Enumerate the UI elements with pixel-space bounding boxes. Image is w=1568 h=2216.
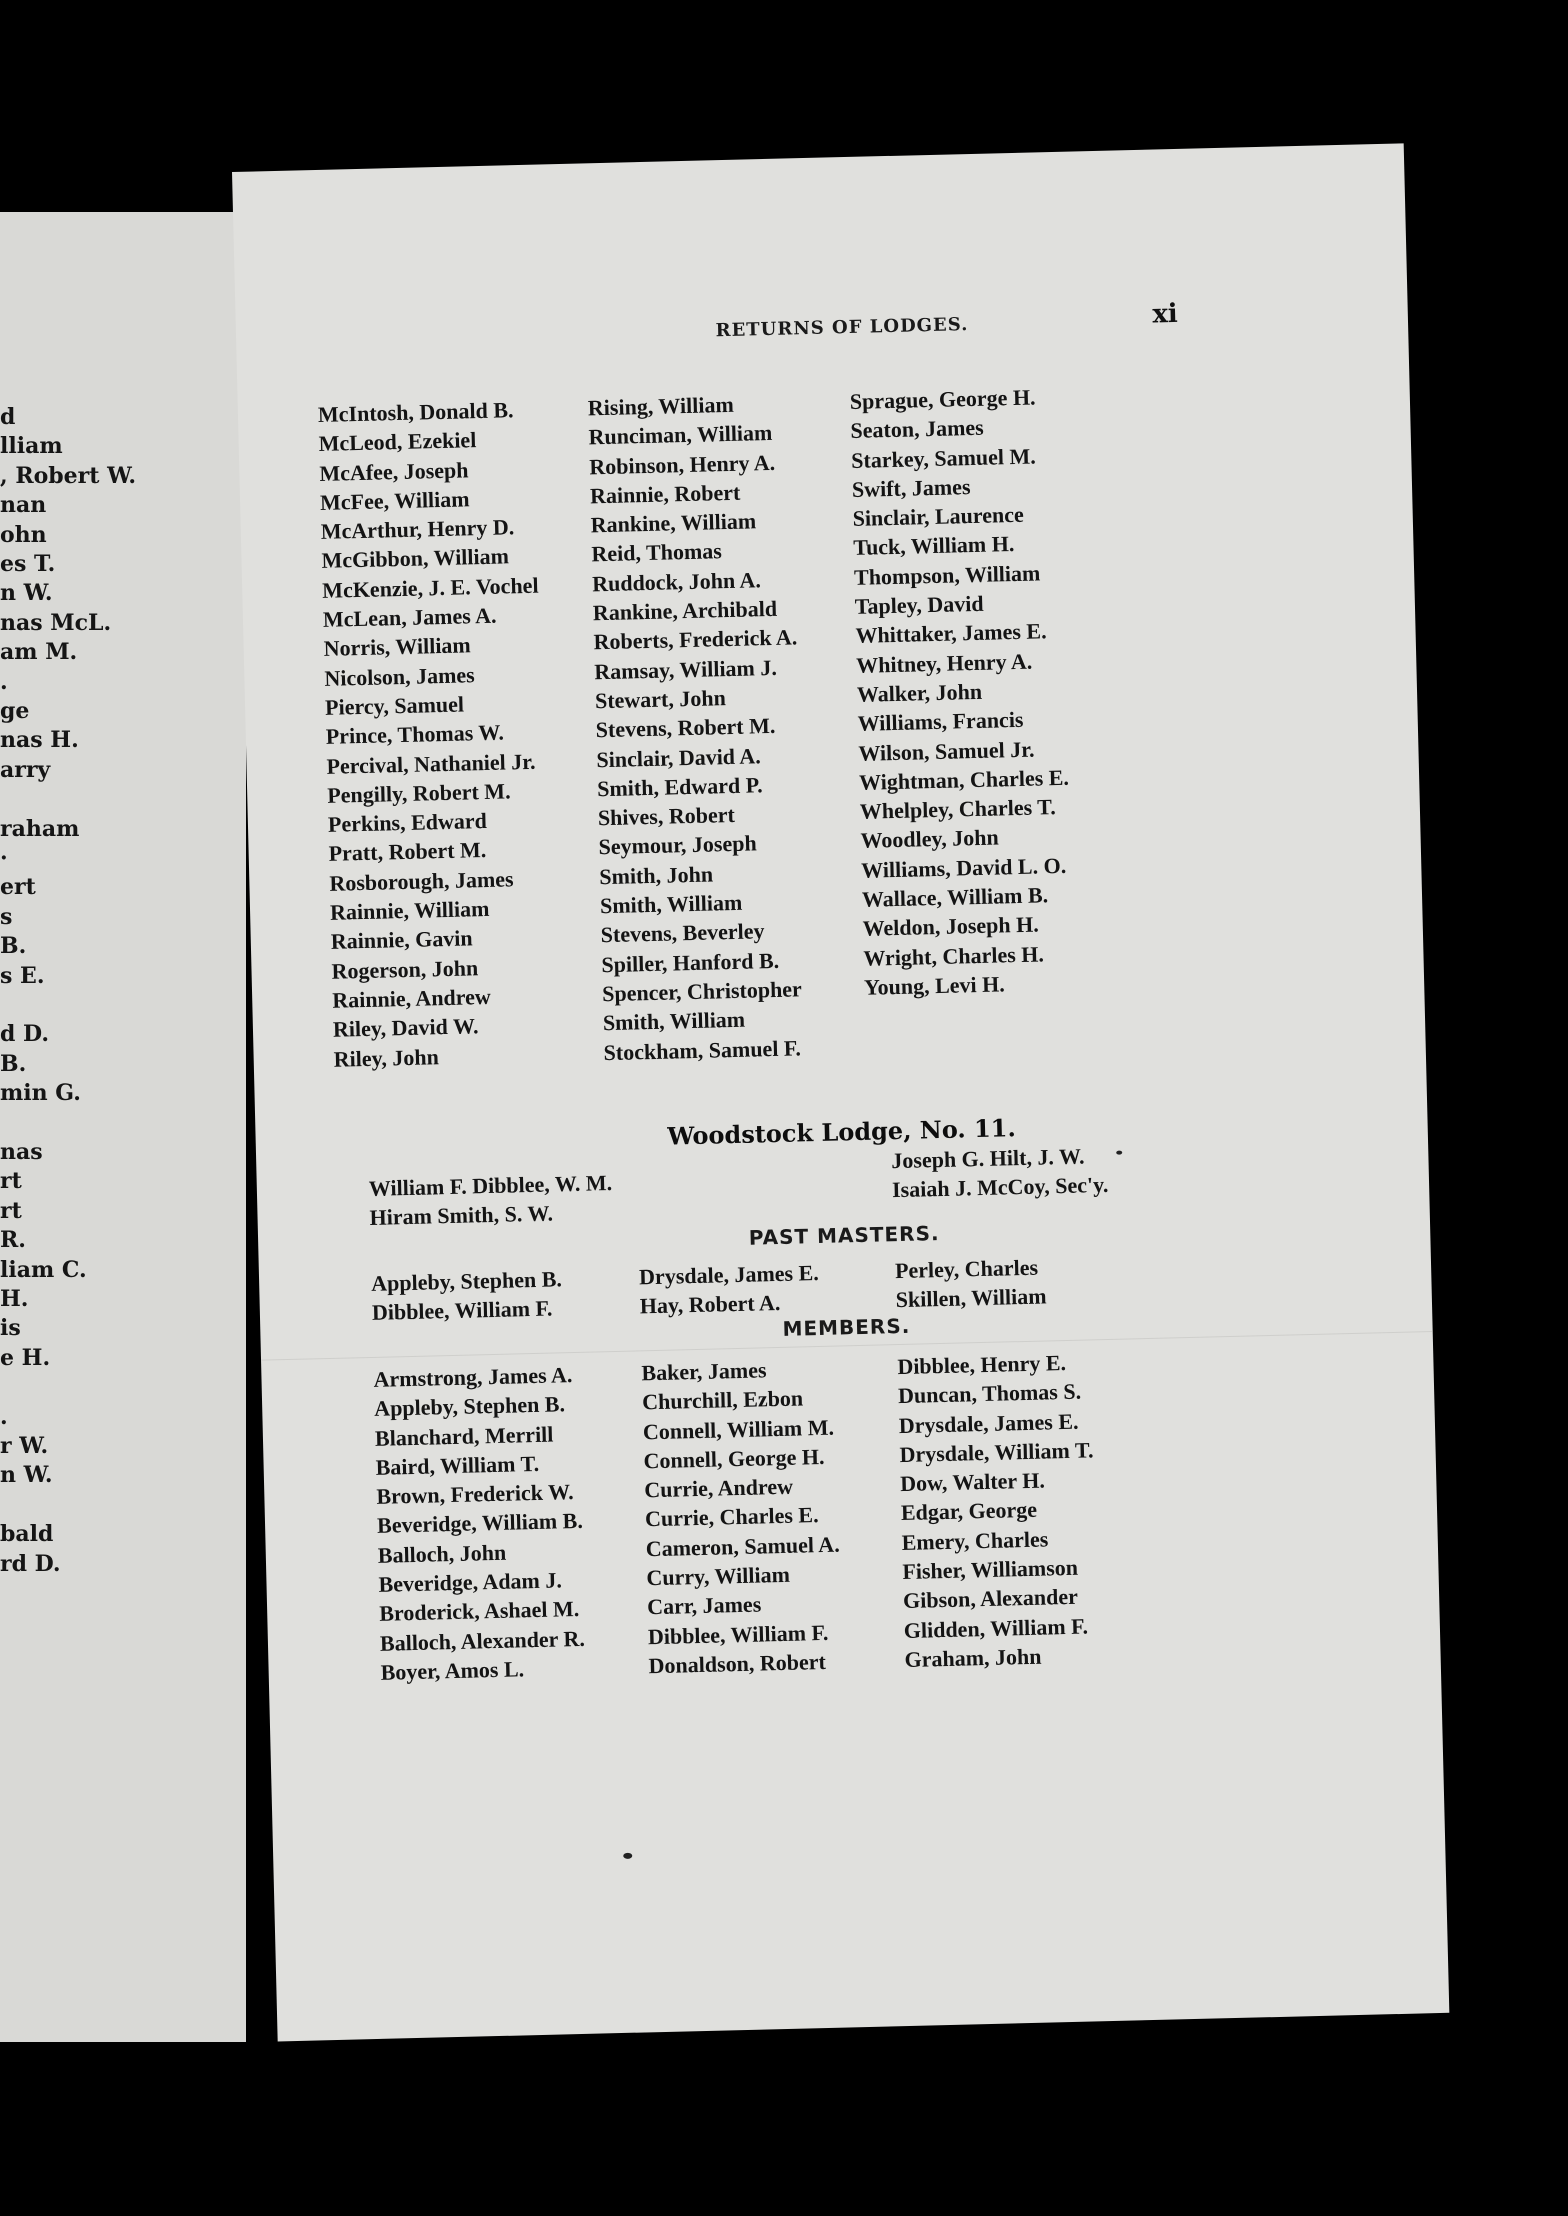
member-name: Starkey, Samuel M. [850,443,1037,473]
member-name: Seymour, Joseph [598,830,757,860]
officer-entry: Joseph G. Hilt, J. W. [891,1143,1085,1174]
left-page-text-fragment: n W. [0,580,53,607]
member-name: Runciman, William [588,420,773,450]
left-page-text-fragment: nas H. [0,727,79,754]
page-number: xi [1152,298,1179,330]
member-name: McLean, James A. [322,602,497,632]
member-name: Rising, William [587,391,735,421]
member-name: Carr, James [646,1591,762,1620]
member-name: Fisher, Williamson [902,1554,1079,1585]
left-page-text-fragment: ert [0,874,36,901]
member-name: Thompson, William [853,560,1041,590]
member-name: Rainnie, Andrew [331,983,492,1013]
left-page-text-fragment: ge [0,698,30,724]
ink-speck [1116,1151,1122,1155]
left-page-text-fragment: . [0,668,8,695]
left-page-text-fragment: n W. [0,1462,53,1489]
member-name: Wallace, William B. [861,882,1049,912]
member-name: Blanchard, Merrill [374,1421,554,1451]
left-page-text-fragment: liam C. [0,1256,87,1283]
member-name: Duncan, Thomas S. [897,1378,1082,1409]
left-page-text-fragment: H. [0,1286,29,1312]
member-name: Balloch, John [377,1539,507,1568]
member-name: Smith, William [599,889,743,919]
officers-left [369,1168,614,1233]
officers-right [891,1141,1109,1205]
member-name: Balloch, Alexander R. [379,1625,586,1656]
lodge-title: Woodstock Lodge, No. 11. [667,1113,1017,1151]
left-page-text-fragment: bald [0,1521,54,1548]
previous-lodge-column-3 [849,382,1074,1002]
past-master-name: Dibblee, William F. [371,1295,553,1326]
left-page-text-fragment: nan [0,492,47,519]
left-page-text-fragment: es T. [0,551,56,577]
member-name: Whitney, Henry A. [855,648,1033,678]
member-name: McGibbon, William [321,543,510,574]
member-name: Tuck, William H. [853,531,1015,561]
member-name: Rainnie, William [329,895,490,925]
member-name: Baker, James [641,1357,767,1386]
member-name: Churchill, Ezbon [641,1385,804,1415]
member-name: Emery, Charles [901,1526,1049,1555]
left-page-text-fragment: ohn [0,521,47,548]
member-name: Rainnie, Gavin [330,925,473,955]
past-masters-heading: PAST MASTERS. [748,1221,940,1250]
member-name: Williams, Francis [857,707,1024,737]
previous-lodge-column-2 [588,388,808,1067]
members-heading: MEMBERS. [782,1313,911,1341]
member-name: Armstrong, James A. [373,1362,573,1392]
member-name: Roberts, Frederick A. [593,624,798,655]
member-name: Perkins, Edward [327,808,488,838]
member-name: Ruddock, John A. [591,566,762,597]
left-page-text-fragment: s [0,903,13,930]
left-page-text-fragment: B. [0,1050,27,1077]
member-name: Rainnie, Robert [589,479,741,509]
member-name: Sprague, George H. [849,384,1036,414]
left-page-text-fragment: is [0,1315,21,1342]
left-page-text-fragment: nas [0,1139,43,1165]
member-name: McLeod, Ezekiel [318,427,477,457]
past-master-name: Drysdale, James E. [638,1259,820,1290]
member-name: Whittaker, James E. [855,618,1047,649]
member-name: Reid, Thomas [591,538,723,567]
member-name: Connell, George H. [643,1443,825,1474]
member-name: Curry, William [646,1561,791,1591]
member-name: Stevens, Beverley [600,918,765,948]
member-name: Cameron, Samuel A. [645,1531,840,1562]
member-name: Swift, James [851,473,971,502]
member-name: Rosborough, James [329,866,514,896]
past-master-name: Skillen, William [895,1283,1047,1313]
past-master-name: Appleby, Stephen B. [370,1266,563,1296]
member-name: Woodley, John [860,824,999,854]
member-name: Norris, William [323,632,472,662]
past-master-name: Hay, Robert A. [639,1290,781,1319]
member-name: Wightman, Charles E. [858,764,1070,795]
member-name: Beveridge, William B. [376,1508,584,1539]
members-column-2 [641,1354,843,1681]
member-name: Walker, John [856,678,983,707]
member-name: Piercy, Samuel [324,691,465,720]
member-name: McAfee, Joseph [319,456,469,486]
member-name: McKenzie, J. E. Vochel [321,572,539,603]
past-masters-column-2 [639,1258,820,1321]
running-title: RETURNS OF LODGES. [715,314,969,342]
member-name: Beveridge, Adam J. [378,1567,563,1597]
left-page-text-fragment: d [0,404,16,430]
member-name: Tapley, David [854,590,984,619]
left-page-fragment [0,212,246,2042]
member-name: Drysdale, William T. [899,1437,1094,1467]
member-name: Smith, John [599,861,714,889]
member-name: Currie, Andrew [644,1473,794,1503]
right-page [232,143,1449,2041]
member-name: Sinclair, David A. [596,742,761,772]
member-name: Donaldson, Robert [648,1648,827,1679]
officer-entry: Isaiah J. McCoy, Sec'y. [891,1172,1109,1203]
member-name: Broderick, Ashael M. [378,1596,580,1627]
left-page-text-fragment: . [0,1403,8,1430]
members-column-3 [897,1347,1099,1674]
officer-entry: William F. Dibblee, W. M. [368,1170,613,1201]
member-name: Spiller, Hanford B. [601,947,780,977]
past-master-name: Perley, Charles [894,1254,1039,1284]
member-name: Brown, Frederick W. [376,1479,574,1510]
members-column-1 [373,1360,587,1687]
member-name: Rankine, Archibald [592,595,778,626]
member-name: Seaton, James [850,415,984,444]
left-page-text-fragment: min G. [0,1080,81,1107]
member-name: Stevens, Robert M. [595,713,776,743]
past-masters-column-1 [371,1264,563,1327]
member-name: Prince, Thomas W. [325,719,505,750]
member-name: Baird, William T. [375,1450,540,1480]
member-name: Currie, Charles E. [644,1502,819,1532]
left-page-text-fragment: R. [0,1227,26,1254]
member-name: Smith, William [602,1006,746,1036]
left-page-text-fragment: d D. [0,1021,49,1048]
ink-speck [623,1853,632,1859]
member-name: Ramsay, William J. [594,654,778,684]
member-name: Williams, David L. O. [860,852,1067,883]
member-name: Connell, William M. [642,1414,835,1444]
member-name: Wilson, Samuel Jr. [858,736,1035,766]
left-page-text-fragment: arry [0,756,51,783]
member-name: Shives, Robert [597,802,736,831]
member-name: Pengilly, Robert M. [326,778,511,808]
member-name: Dibblee, William F. [647,1619,829,1649]
member-name: Robinson, Henry A. [588,449,776,479]
left-page-text-fragment: B. [0,933,27,960]
past-masters-column-3 [895,1252,1047,1314]
member-name: Pratt, Robert M. [328,837,487,867]
left-page-text-fragment: rd D. [0,1550,61,1577]
member-name: Smith, Edward P. [596,772,763,802]
member-name: Weldon, Joseph H. [862,911,1039,942]
member-name: Percival, Nathaniel Jr. [326,748,536,779]
member-name: Wright, Charles H. [863,941,1045,971]
member-name: Dibblee, Henry E. [897,1349,1067,1380]
officer-entry: Hiram Smith, S. W. [369,1200,554,1231]
left-page-text-fragment: lliam [0,433,63,460]
left-page-text-fragment: e H. [0,1344,51,1371]
member-name: McFee, William [319,486,470,515]
member-name: Drysdale, James E. [898,1408,1079,1438]
member-name: Spencer, Christopher [601,976,803,1007]
member-name: Rogerson, John [331,954,479,984]
member-name: Graham, John [904,1643,1042,1672]
member-name: Gibson, Alexander [902,1584,1079,1614]
member-name: Young, Levi H. [863,971,1005,1000]
member-name: Riley, John [333,1043,440,1072]
member-name: Rankine, William [590,508,757,538]
left-page-text-fragment: raham [0,815,80,842]
member-name: Nicolson, James [324,661,475,691]
member-name: Glidden, William F. [903,1613,1089,1643]
left-page-text-fragment: rt [0,1197,22,1224]
left-page-text-fragment: am M. [0,639,78,666]
left-page-text-fragment: nas McL. [0,609,112,636]
member-name: Edgar, George [900,1497,1038,1526]
previous-lodge-column-1 [318,395,551,1074]
member-name: Dow, Walter H. [899,1467,1046,1497]
member-name: Sinclair, Laurence [852,501,1025,532]
member-name: Stockham, Samuel F. [603,1034,802,1065]
member-name: Riley, David W. [332,1013,479,1043]
member-name: Boyer, Amos L. [380,1656,525,1685]
member-name: Stewart, John [594,685,727,714]
left-page-text-fragment: · [0,845,8,871]
left-page-text-fragment: r W. [0,1433,49,1459]
left-page-text-fragment: , Robert W. [0,462,137,489]
member-name: McArthur, Henry D. [320,514,515,545]
left-page-text-fragment: rt [0,1168,22,1195]
member-name: McIntosh, Donald B. [317,397,514,427]
member-name: Appleby, Stephen B. [373,1391,566,1422]
member-name: Whelpley, Charles T. [859,794,1057,825]
left-page-text-fragment: s E. [0,962,45,989]
